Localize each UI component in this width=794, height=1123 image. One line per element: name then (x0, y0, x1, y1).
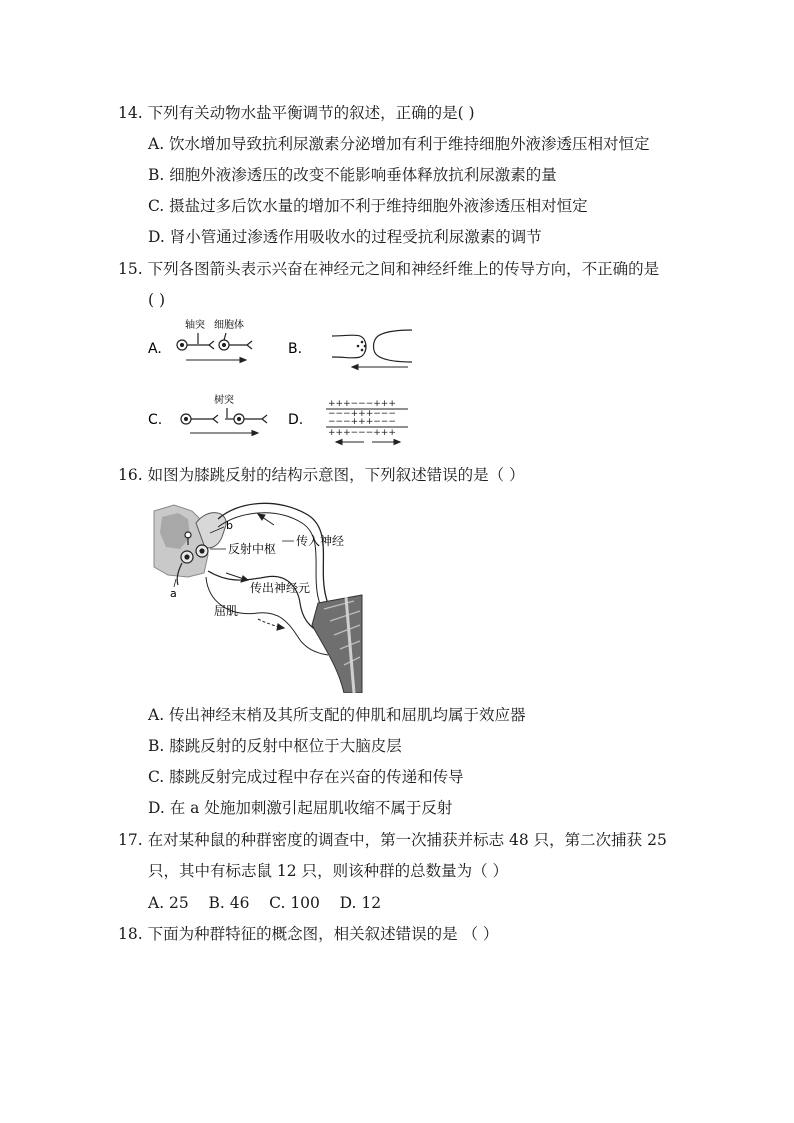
q16-option-b: B. 膝跳反射的反射中枢位于大脑皮层 (148, 737, 402, 755)
q15-fig-a-arrow (186, 358, 246, 363)
q15-fig-c-neurons (181, 408, 267, 424)
q18-stem: 18. 下面为种群特征的概念图，相关叙述错误的是 （ ） (118, 925, 499, 943)
q15-stem-line1: 15. 下列各图箭头表示兴奋在神经元之间和神经纤维上的传导方向，不正确的是 (118, 260, 660, 278)
q16-label-a: a (170, 587, 177, 600)
q16-option-a: A. 传出神经末梢及其所支配的伸肌和屈肌均属于效应器 (148, 706, 526, 724)
q14-option-b: B. 细胞外液渗透压的改变不能影响垂体释放抗利尿激素的量 (148, 166, 557, 184)
q15-fig-d-row1: +++−−−+++ (328, 399, 396, 409)
q16-label-afferent: 传入神经 (296, 534, 345, 548)
q15-fig-d-arrows (336, 440, 400, 445)
q15-fig-c-arrow (190, 431, 258, 436)
q14-option-c: C. 摄盐过多后饮水量的增加不利于维持细胞外液渗透压相对恒定 (148, 197, 588, 215)
q15-fig-d-row4: +++−−−+++ (328, 428, 396, 438)
q16-option-d: D. 在 a 处施加刺激引起屈肌收缩不属于反射 (148, 799, 453, 817)
q16-label-center: 反射中枢 (228, 542, 277, 556)
q16-option-c: C. 膝跳反射完成过程中存在兴奋的传递和传导 (148, 768, 464, 786)
q15-fig-label-b: B. (288, 341, 303, 357)
q17-options: A. 25 B. 46 C. 100 D. 12 (148, 894, 382, 912)
q16-label-efferent: 传出神经元 (250, 581, 311, 595)
q15-fig-b-vesicles (357, 341, 367, 352)
q15-fig-label-d: D. (288, 412, 304, 428)
q14-option-d: D. 肾小管通过渗透作用吸收水的过程受抗利尿激素的调节 (148, 228, 542, 246)
q15-fig-d-fiber (326, 399, 408, 438)
q16-muscle (312, 595, 362, 693)
q15-fig-cellbody-label: 细胞体 (214, 320, 244, 331)
q16-label-b: b (226, 519, 233, 532)
q16-label-flexor: 屈肌 (214, 604, 239, 618)
q15-fig-label-c: C. (148, 412, 163, 428)
q16-knee-reflex-figure (148, 497, 364, 693)
q15-fig-b-synapse (332, 330, 412, 362)
q15-fig-label-a: A. (148, 341, 162, 357)
q15-fig-d-row2: −−−+++−−− (328, 409, 396, 419)
q15-fig-a-neurons (177, 333, 252, 350)
q15-stem-line2: ( ) (148, 291, 166, 309)
q15-figure (146, 316, 446, 448)
q15-fig-dendrite-label: 树突 (214, 395, 234, 406)
q15-fig-b-arrow (352, 365, 408, 370)
q14-stem: 14. 下列有关动物水盐平衡调节的叙述，正确的是( ) (118, 104, 475, 122)
q15-fig-axon-label: 轴突 (185, 320, 205, 331)
q16-stem: 16. 如图为膝跳反射的结构示意图，下列叙述错误的是（ ） (118, 466, 525, 484)
q17-stem-line1: 17. 在对某种鼠的种群密度的调查中，第一次捕获并标志 48 只，第二次捕获 25 (118, 831, 667, 849)
q17-stem-line2: 只，其中有标志鼠 12 只，则该种群的总数量为（ ） (148, 862, 509, 880)
q15-fig-d-row3: −−−+++−−− (328, 417, 396, 427)
q14-option-a: A. 饮水增加导致抗利尿激素分泌增加有利于维持细胞外液渗透压相对恒定 (148, 135, 650, 153)
